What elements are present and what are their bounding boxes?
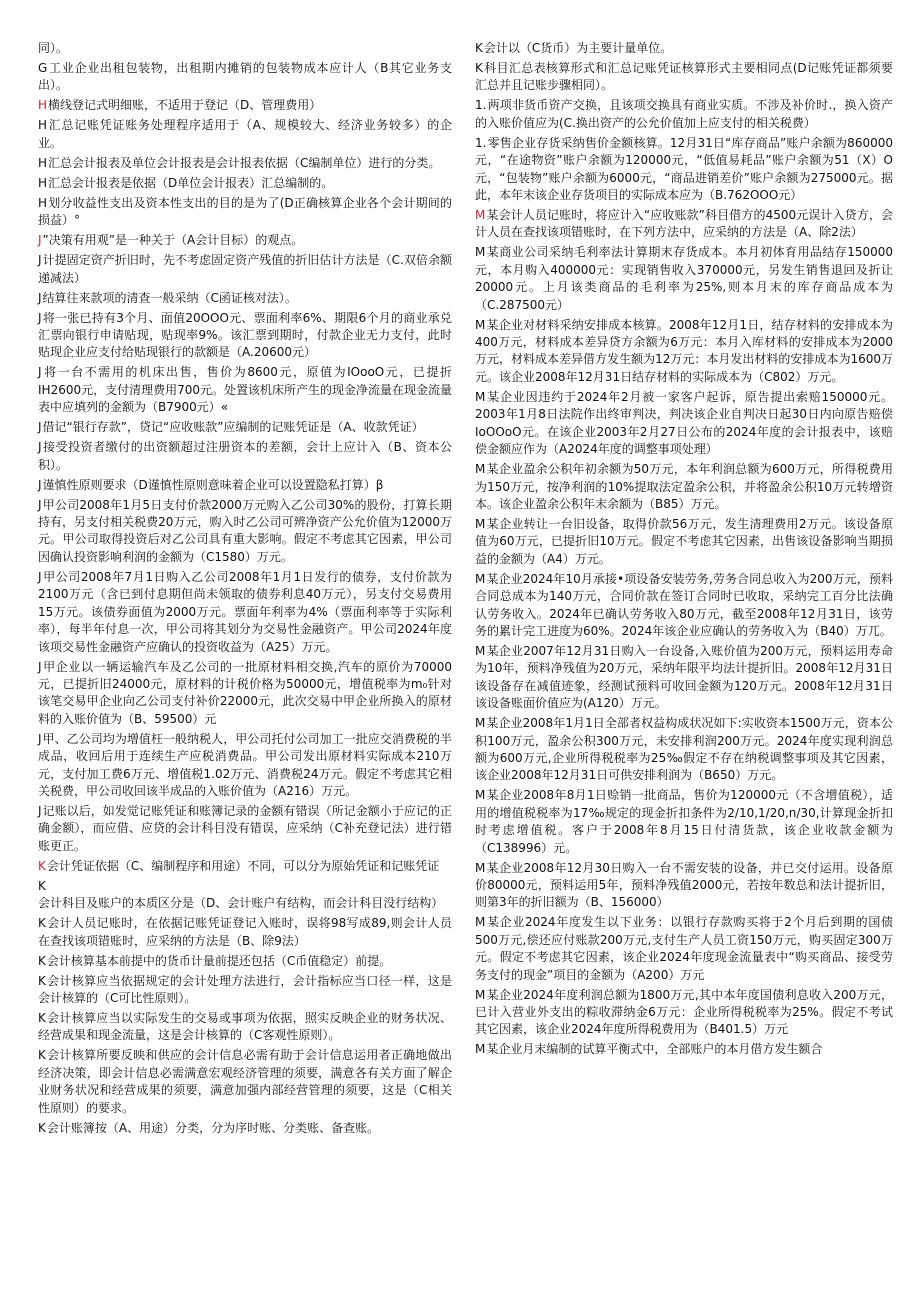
question-item: [475, 787, 893, 857]
question-text: 记账以后，如发觉记账凭证和账簿记录的金额有错误（所记金额小于应记的正确金额），而应借、应贷的会计科目没有错误，应采纳（C补充登记法）进行错账更正。: [38, 803, 452, 853]
question-item: [38, 497, 452, 567]
index-letter: J: [38, 233, 42, 248]
index-letter: J: [38, 731, 42, 746]
question-text: 某企业2024年度发生以下业务：以银行存款购买将于2个月后到期的国债500万元,偿还应付账款200万元,支付生产人员工资150万元，购买固定300万元。假定不考虑其它因素，该企业2024年度现金流量表中“购买商品、接受劳务支付的现金”项目的金额为（A200）万元: [475, 915, 893, 982]
question-item: [38, 803, 452, 855]
question-text: 汇总会计报表是依据（D单位会计报表）汇总编制的。: [48, 175, 334, 190]
question-text: 会计核算所要反映和供应的会计信息必需有助于会计信息运用者正确地做出经济决策，即会计信息必需满意宏观经济管理的须要，满意各有关方面了解企业财务状况和经营成果的须要，满意加强内部经营管理的须要，这是（C相关性原则）的要求。: [38, 1048, 452, 1115]
index-letter: M: [475, 208, 486, 223]
question-text: 某企业2008年1月1日全部者权益构成状况如下:实收资本1500万元，资本公积100万元，盈余公积300万元，未安排利润200万元。2024年度实现利润总额为600万元,企业所得税税率为25‰假定不存在纳税调整事项及其它因素，该企业2008年12月31日可供安排利润为（B650）万元。: [475, 716, 893, 783]
index-letter: M: [475, 915, 486, 930]
index-letter: M: [475, 389, 486, 404]
index-letter: K: [38, 973, 46, 988]
index-letter: K: [475, 41, 483, 55]
index-letter: M: [475, 716, 486, 731]
index-letter: M: [475, 317, 486, 332]
question-text: 两项非货币资产交换，且该项交换具有商业实质。不涉及补价时.，换入资产的入账价值应为(C.换出资产的公允价值加上应支付的相关税费）: [475, 98, 893, 130]
index-letter: K: [38, 916, 46, 931]
question-item: [38, 310, 452, 362]
index-letter: M: [475, 788, 486, 803]
index-letter: J: [38, 803, 42, 818]
question-text: 会计人员记账时，在依据记账凭证登记入账时，误将98写成89,则会计人员在查找该项错账时，应采纳的方法是（B、除9法）: [38, 916, 452, 948]
question-text: 某企业对材料采纳安排成本核算。2008年12月1日，结存材料的安排成本为400万元，材料成本差异贷方余额为6万元：本月入库材料的安排成本为2000万元，材料成本差异借方发生额为12万元：本月发出材料的安排成本为1600万元。该企业2008年12月31日结存材料的实际成本为（C802）万元。: [475, 317, 893, 384]
index-letter: M: [475, 516, 486, 531]
index-letter: J: [38, 659, 42, 674]
index-letter: J: [38, 477, 42, 492]
question-item: [38, 878, 452, 913]
index-letter: H: [38, 118, 48, 133]
index-letter: H: [38, 98, 48, 113]
question-item: [38, 915, 452, 950]
question-text: 甲公司2008年1月5日支付价款2000万元购入乙公司30%的股份，打算长期持有，另支付相关税费20万元，购入时乙公司可辨净资产公允价值为12000万元。甲公司取得投资后对乙公司具有重大影响。假定不考虑其它因素，甲公司因确认投资影响利润的金额为（C1580）万元。: [38, 497, 452, 564]
index-letter: K: [38, 878, 46, 893]
question-text: 汇总记账凭证账务处理程序适用于（A、规模较大、经济业务较多）的企业。: [38, 118, 452, 150]
index-letter: K: [38, 1048, 46, 1063]
question-text: 某商业公司采纳毛利率法计算期末存货成本。本月初体育用品结存150000元，本月购入400000元：实现销售收入370000元，另发生销售退回及折让20000元。上月该类商品的毛利率为25%,则本月末的库存商品成本为（C.287500元）: [475, 245, 893, 312]
question-item: [475, 860, 893, 912]
index-letter: H: [38, 155, 48, 170]
question-text: 工业企业出租包装物，出租期内摊销的包装物成本应计人（B其它业务支出）。: [38, 61, 452, 93]
question-text: 某会计人员记账时，将应计入“应收账款”科目借方的4500元误计入贷方，会计人员在查找该项错账时，在下列方法中，应采纳的方法是（A、除2法）: [475, 208, 893, 240]
question-item: [475, 571, 893, 641]
question-item: [475, 643, 893, 713]
question-text: 会计账簿按（A、用途）分类，分为序时账、分类账、备查账。: [46, 1120, 380, 1135]
question-text: 汇总会计报表及单位会计报表是会计报表依据（C编制单位）进行的分类。: [48, 155, 441, 170]
question-item: [38, 439, 452, 474]
question-text: 计提固定资产折旧时，先不考虑固定资产残值的折旧估计方法是（C.双倍余额递减法）: [38, 253, 452, 285]
index-letter: 1.: [475, 135, 487, 150]
question-item: [38, 569, 452, 656]
index-letter: J: [38, 440, 42, 455]
index-letter: J: [38, 365, 42, 380]
question-text: 横线登记式明细账，不适用于登记（D、管理费用）: [48, 98, 322, 113]
index-letter: K: [38, 858, 46, 873]
question-text: 结算往来款项的清查一般采纳（C函证核对法）。: [42, 290, 297, 305]
question-text: 甲公司2008年7月1日购入乙公司2008年1月1日发行的债券，支付价款为2100万元（含已到付息期但尚未领取的债券利息40万元），另支付交易费用15万元。该债券面值为2000万元。票面年利率为4%（票面利率等于实际利率），每半年付息一次，甲公司将其划分为交易性金融资产。甲公司2024年度该项交易性金融资产应确认的投资收益为（A25）万元。: [38, 569, 452, 654]
question-item: [38, 419, 452, 436]
question-item: [38, 232, 452, 249]
index-letter: M: [475, 643, 486, 658]
question-text: 将一台不需用的机床出售，售价为8600元，原值为IOooO元，已提折IH2600元，支付清理费用700元。处置该机床所产生的现金净流量在现金流量表中应填列的金额为（B7900元）«: [38, 365, 453, 415]
question-item: [475, 987, 893, 1039]
question-item: [38, 155, 452, 172]
question-text: 甲、乙公司均为增值枉一般纳税人，甲公司托付公司加工一批应交消费税的半成品，收回后用于连续生产应税消费品。甲公司发出原材料实际成本210万元，支付加工费6万元、增值税1.02万元、消费税24万元。假定不考虑其它相关税费，甲公司收回该半成品的入账价值为（A216）万元。: [38, 731, 452, 798]
index-letter: J: [38, 290, 42, 305]
question-item: [38, 252, 452, 287]
question-item: [475, 516, 893, 568]
question-text: 某企业2007年12月31日购入一台设备,入账价值为200万元，预料运用寿命为10年，预料净残值为20万元，采纳年限平均法计提折旧。2008年12月31日该设备存在减值迹象，经测试预料可收回金额为120万元。2008年12月31日该设备账面价值应为(A120）万元。: [475, 643, 893, 711]
question-item: [38, 117, 452, 152]
index-letter: H: [38, 175, 48, 190]
index-letter: J: [38, 310, 42, 325]
index-letter: M: [475, 571, 486, 586]
question-text: 某企业盈余公积年初余额为50万元，本年利润总额为600万元，所得税费用为150万元，按净利润的10%提取法定盈余公积，并将盈余公积10万元转增资本。该企业盈余公积年末余额为（B85）万元。: [475, 462, 893, 511]
question-text: 零售企业存货采纳售价金额核算。12月31日“库存商品”账户余额为860000元，“在途物资”账户余额为120000元，“低值易耗品”账户余额为51（X）O元，“包装物”账户余额为6000元，“商品进销差价”账户余额为275000元。据此，本年末该企业存货项目的实际成本应为（B.762OOO元）: [475, 135, 893, 203]
index-letter: M: [475, 245, 486, 260]
index-letter: H: [38, 195, 48, 210]
question-item: [38, 953, 452, 970]
question-item: [475, 244, 893, 314]
question-text: 谨慎性原则要求（D谨慎性原则意味着企业可以设置隐私打算）β: [42, 477, 384, 492]
question-item: [38, 60, 452, 95]
index-letter: M: [475, 462, 486, 477]
question-text: 同）。: [38, 41, 69, 55]
index-letter: 1.: [475, 98, 487, 113]
question-item: [38, 731, 452, 801]
index-letter: K: [38, 953, 46, 968]
question-item: [38, 40, 452, 57]
question-text: 接受投资者缴付的出资额超过注册资本的差额，会计上应计入（B、资本公积）。: [38, 440, 452, 472]
question-text: 某企业2008年12月30日购入一台不需安装的设备，并已交付运用。设备原价80000元，预料运用5年，预料净残值2000元，若按年数总和法计提折旧，则第3年的折旧额为（B、156000）: [475, 860, 893, 910]
question-text: ”决策有用观”是一种关于（A会计目标）的观点。: [42, 233, 304, 248]
question-item: [475, 715, 893, 785]
question-item: [38, 1010, 452, 1045]
question-text: 科目汇总表核算形式和汇总记账凭证核算形式主要相同点(D记账凭证都须要汇总并且记账步骤相同）。: [475, 61, 893, 93]
index-letter: J: [38, 253, 42, 268]
index-letter: K: [38, 1010, 46, 1025]
question-item: [38, 1120, 452, 1137]
question-text: 某企业因违约于2024年2月被一家客户起诉，原告提出索赔150000元。2003年1月8日法院作出终审判决，判决该企业自判决日起30日内向原告赔偿IoOOoO元。在该企业2003年2月27日公布的2024年度的会计报表中，该赔偿金额应作为（A2024年度的调整事项处理）: [475, 389, 893, 457]
index-letter: K: [38, 1120, 46, 1135]
question-text: 会计科目及账户的本质区分是（D、会计账户有结构，而会计科目没行结构）: [38, 896, 444, 911]
question-item: [38, 290, 452, 307]
question-text: 某企业2024年10月承接•项设备安装劳务,劳务合同总收入为200万元，预料合同总成本为140万元，合同价款在签订合同时已收取，采纳完工百分比法确认劳务收入。2024年已确认劳务收入80万元，截至2008年12月31日，该劳务的累计完工进度为60%。2024年该企业应确认的劳务收入为（B40）万兀。: [475, 571, 893, 638]
question-item: [38, 175, 452, 192]
question-text: 甲企业以一辆运输汽车及乙公司的一批原材料相交换,汽车的原价为70000元，已提折旧24000元，原材料的计税价格为50000元，增值税率为m₀针对该笔交易甲企业向乙公司支付补价22000元，此次交易中甲企业所换入的原材料的入账价值为（B、59500）元: [38, 659, 452, 726]
question-item: [38, 858, 452, 875]
question-item: [475, 60, 893, 95]
question-item: [475, 135, 893, 205]
right-column: [475, 40, 893, 1061]
question-text: 某企业2008年8月1日赊销一批商品，售价为120000元（不含增值税），适用的增值税税率为17‰规定的现金折扣条件为2/10,1/20,n/30,计算现金折扣时考虑增值税。客户于2008年8月15日付清货款，该企业收款金额为（C138996）元。: [475, 788, 893, 855]
question-item: [38, 97, 452, 114]
question-text: 会计以（C货币）为主要计量单位。: [483, 41, 673, 55]
index-letter: J: [38, 420, 42, 435]
question-item: [475, 389, 893, 459]
question-item: [475, 207, 893, 242]
index-letter: J: [38, 497, 42, 512]
index-letter: M: [475, 987, 486, 1002]
index-letter: K: [475, 61, 483, 75]
index-letter: J: [38, 569, 42, 584]
question-item: [475, 461, 893, 513]
question-item: [475, 97, 893, 132]
question-item: [38, 477, 452, 494]
question-item: [475, 1041, 893, 1058]
question-item: [475, 914, 893, 984]
question-text: 会计核算基本前提中的货币计量前提还包括（C币值稳定）前提。: [46, 953, 392, 968]
question-item: [38, 195, 452, 230]
question-item: [38, 659, 452, 729]
question-text: 将一张已持有3个月、面值20OOO元、票面利率6%、期限6个月的商业承兑汇票向银行申请贴现，贴现率9%。该汇票到期时，付款企业无力支付，此时贴现企业应支付给贴现银行的款额是（A.20600元）: [38, 310, 452, 360]
index-letter: M: [475, 860, 486, 875]
question-text: 划分收益性支出及资本性支出的目的是为了(D正确核算企业各个会计期间的损益）°: [38, 195, 452, 228]
question-text: 借记“银行存款”，贷记“应收账款”应编制的记账凭证是（A、收款凭证）: [42, 420, 424, 435]
left-column: [38, 40, 452, 1140]
index-letter: G: [38, 61, 48, 75]
question-text: 某企业转让一台旧设备，取得价款56万元，发生清理费用2万元。该设备原值为60万元，已提折旧10万元。假定不考虑其它因素，出售该设备影响当期损益的金额为（A4）万元。: [475, 516, 893, 566]
question-item: [38, 364, 452, 416]
question-text: 某企业月末编制的试算平衡式中，全部账户的本月借方发生额合: [486, 1042, 823, 1057]
question-text: 会计核算应当依据规定的会计处理方法进行，会计指标应当口径一样，这是会计核算的（C可比性原则）。: [38, 973, 452, 1005]
question-item: [38, 973, 452, 1008]
question-item: [475, 317, 893, 387]
question-text: 某企业2024年度利润总额为1800万元,其中本年度国债利息收入200万元，已计入营业外支出的粽收滞纳金6万元：企业所得税税率为25%。假定不考试其它因素，该企业2024年度所得税费用为（B401.5）万元: [475, 987, 893, 1037]
question-item: [38, 1047, 452, 1117]
question-text: 会计凭证依据（C、编制程序和用途）不同，可以分为原始凭证和记账凭证: [46, 858, 440, 873]
question-text: 会计核算应当以实际发生的交易或事项为依据，照实反映企业的财务状况、经营成果和现金流量，这是会计核算的（C客观性原则）。: [38, 1010, 452, 1043]
question-item: [475, 40, 893, 57]
index-letter: M: [475, 1042, 486, 1057]
